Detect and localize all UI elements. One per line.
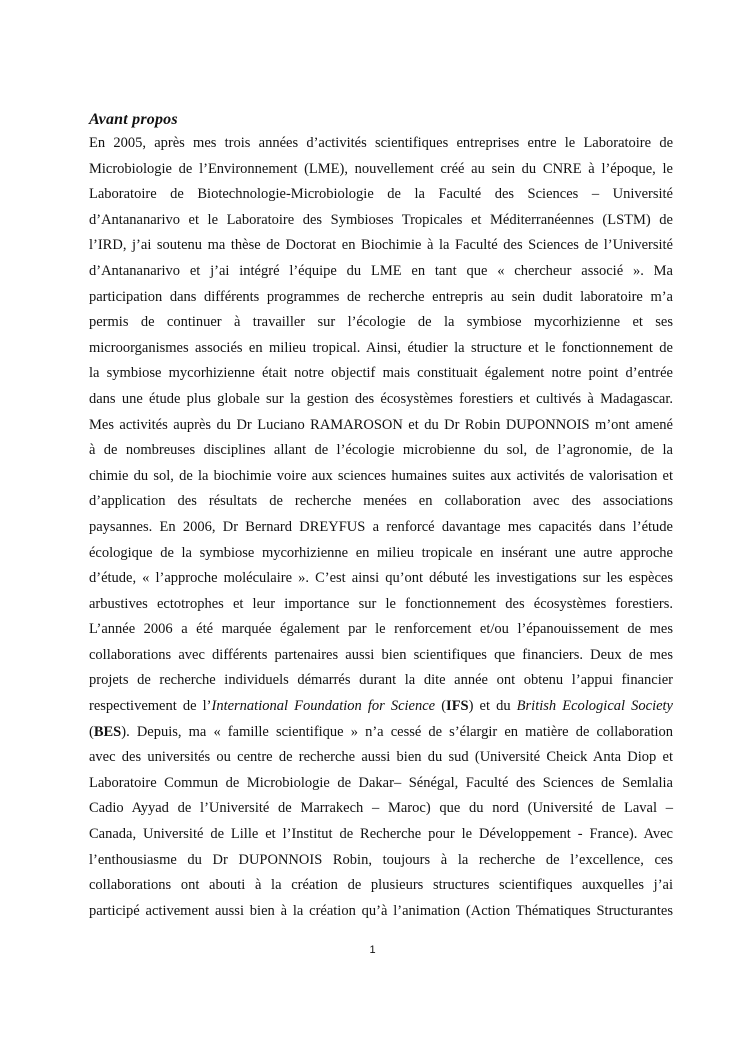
text-line: d’étude, « l’approche moléculaire ». C’est ainsi qu’ont débuté les investigations sur les espèces: [89, 570, 673, 587]
ifs-name: International Foundation for Science: [211, 698, 436, 715]
section-heading: Avant propos: [89, 111, 178, 128]
text-run: (: [89, 723, 94, 740]
text-line: arbustives ectotrophes et leur importance sur le fonctionnement des écosystèmes forestiers.: [89, 595, 673, 612]
text-line: l’IRD, j’ai soutenu ma thèse de Doctorat en Biochimie à la Faculté des Sciences de l’Université: [89, 237, 673, 254]
text-line: la symbiose mycorhizienne était notre objectif mais constituait également notre point d’entrée: [89, 365, 673, 382]
text-line: participé activement aussi bien à la création qu’à l’animation (Action Thématiques Structurantes: [89, 902, 673, 919]
text-run: ). Depuis, ma « famille scientifique » n’a cessé de s’élargir en matière de collaboration: [121, 723, 673, 740]
text-line: Microbiologie de l’Environnement (LME), nouvellement créé au sein du CNRE à l’époque, le: [89, 160, 673, 177]
page-number: 1: [369, 944, 376, 956]
text-run: ) et du: [468, 698, 517, 715]
text-line-bes: [89, 720, 673, 746]
bes-acronym: BES: [93, 723, 122, 740]
text-line: participation dans différents programmes de recherche entrepris au sein dudit laboratoire m’a: [89, 288, 673, 305]
text-line: écologique de la symbiose mycorhizienne en milieu tropicale en insérant une autre approche: [89, 544, 673, 561]
text-line: collaborations avec différents partenaires aussi bien scientifiques que financiers. Deux de mes: [89, 646, 673, 663]
text-line: avec des universités ou centre de recherche aussi bien du sud (Université Cheick Anta Diop et: [89, 749, 673, 766]
text-line: dans une étude plus globale sur la gestion des écosystèmes forestiers et cultivés à Madagascar.: [89, 390, 673, 407]
text-line: Canada, Université de Lille et l’Institut de Recherche pour le Développement - France). Avec: [89, 826, 673, 843]
text-line: microorganismes associés en milieu tropical. Ainsi, étudier la structure et le fonctionnement de: [89, 339, 673, 356]
text-line: Laboratoire de Biotechnologie-Microbiologie de la Faculté des Sciences – Université: [89, 186, 673, 203]
text-line-funding: [89, 694, 673, 720]
ifs-acronym: IFS: [446, 698, 469, 715]
text-line: L’année 2006 a été marquée également par le renforcement et/ou l’épanouissement de mes: [89, 621, 673, 638]
text-line: d’application des résultats de recherche menées en collaboration avec des associations: [89, 493, 673, 510]
text-line: paysannes. En 2006, Dr Bernard DREYFUS a renforcé davantage mes capacités dans l’étude: [89, 518, 673, 535]
text-run: (: [435, 698, 447, 715]
text-line: à de nombreuses disciplines allant de l’écologie microbienne du sol, de l’agronomie, de la: [89, 442, 673, 459]
text-line: l’enthousiasme du Dr DUPONNOIS Robin, toujours à la recherche de l’excellence, ces: [89, 851, 673, 868]
bes-name: British Ecological Society: [516, 698, 673, 715]
text-line: d’Antananarivo et le Laboratoire des Symbioses Tropicales et Méditerranéennes (LSTM) de: [89, 211, 673, 228]
text-line: collaborations ont abouti à la création de plusieurs structures scientifiques auxquelles j’ai: [89, 877, 673, 894]
body-paragraph: [89, 131, 673, 924]
text-line: En 2005, après mes trois années d’activités scientifiques entreprises entre le Laboratoire de: [89, 135, 673, 151]
text-line: Cadio Ayyad de l’Université de Marrakech – Maroc) que du nord (Université de Laval –: [89, 800, 673, 817]
text-line: projets de recherche individuels démarrés durant la dite année ont obtenu l’appui financier: [89, 672, 673, 689]
text-line: Laboratoire Commun de Microbiologie de Dakar– Sénégal, Faculté des Sciences de Semlalia: [89, 774, 673, 791]
text-line: Mes activités auprès du Dr Luciano RAMAROSON et du Dr Robin DUPONNOIS m’ont amené: [89, 416, 673, 433]
text-line: chimie du sol, de la biochimie voire aux sciences humaines suites aux activités de valorisation et: [89, 467, 673, 484]
text-line: permis de continuer à travailler sur l’écologie de la symbiose mycorhizienne et ses: [89, 314, 673, 331]
text-line: d’Antananarivo et j’ai intégré l’équipe du LME en tant que « chercheur associé ». Ma: [89, 262, 673, 279]
text-run: respectivement de l’: [89, 698, 212, 715]
